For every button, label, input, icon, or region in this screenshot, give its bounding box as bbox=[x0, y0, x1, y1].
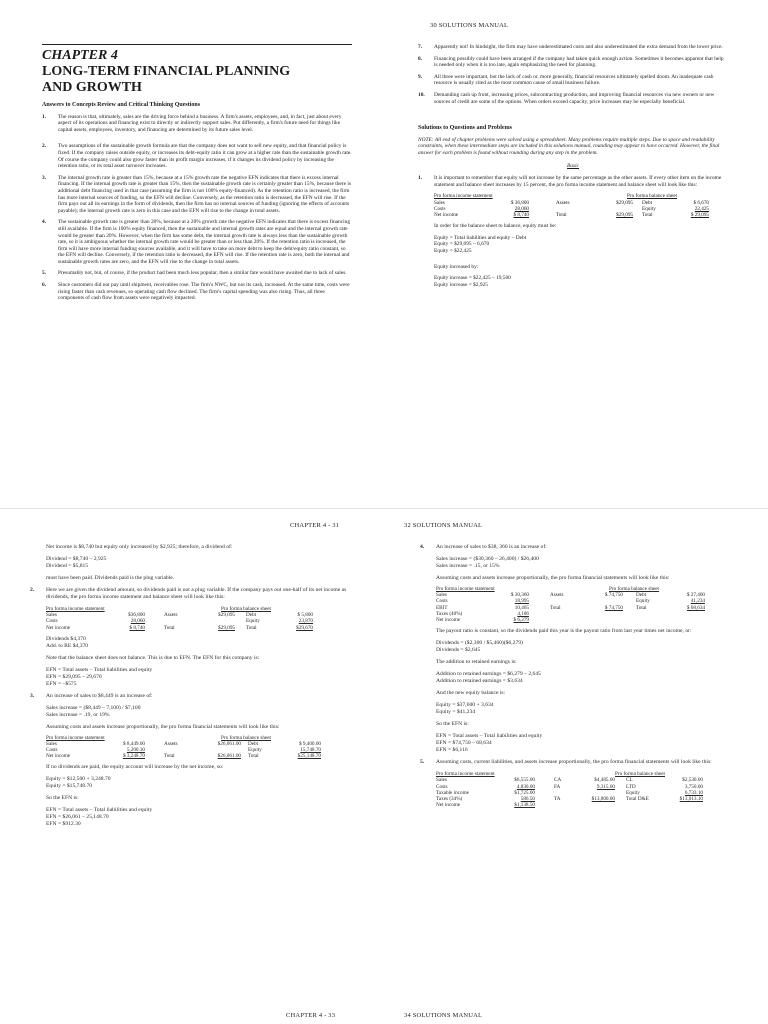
page-footer: 34 SOLUTIONS MANUAL bbox=[404, 1012, 483, 1019]
answer-item-6 bbox=[42, 282, 352, 302]
text-line: So the EFN is: bbox=[46, 794, 79, 801]
text-line: Dividends = $2,645 bbox=[436, 647, 481, 654]
problem-4 bbox=[420, 544, 756, 551]
item-number: 7. bbox=[418, 44, 423, 50]
text-line: The payout ratio is constant, so the dividends paid this year is the payout ratio from last year times net income, or: bbox=[436, 628, 692, 635]
text-line: EFN = $6,116 bbox=[436, 747, 468, 754]
item-text: Two assumptions of the sustainable growth formula are that the company does not want to sell new equity, and that financial policy is fixed. If the company raises outside equity, or increases its debt-equity ratio it can grow at a higher rate than the sustainable growth rate. Of course the company could also grow faster than its profit margin increases, if it changes its dividend policy by increasing the retention ratio, or its total asset turnover increases. bbox=[58, 143, 352, 170]
section-heading-problems: Solutions to Questions and Problems bbox=[418, 125, 512, 132]
text-line: Equity increase = $2,925 bbox=[434, 281, 488, 288]
item-text: Here we are given the dividend amount, so dividends paid is not a plug variable. If the company pays out one-half of its net income as dividends, the pro forma income statement and balance sheet will look like this: bbox=[46, 587, 347, 600]
item-text: The reason is that, ultimately, sales are the driving force behind a business. A firm's assets, employees, and, in fact, just about every aspect of its operations and financing exist to directly or indirectly support sales. Put differently, a firm's future need for things like capital assets, employees, inventory, and financing are determined by its future sales level. bbox=[58, 113, 342, 133]
text-line: Note that the balance sheet does not balance. This is due to EFN. The EFN for this company is: bbox=[46, 654, 260, 661]
text-line: EFN = –$575 bbox=[46, 680, 77, 687]
page-30 bbox=[0, 0, 768, 506]
item-text: Demanding cash up front, increasing prices, subcontracting production, and improving financial resources via new owners or new sources of credit are some of the options. When orders exceed capacity, price increases may be especially beneficial. bbox=[434, 91, 715, 105]
table-row: Costs 5,200.30 Equity 15,748.70 bbox=[46, 747, 321, 754]
table-row: Costs 4,830.00 FA 9,315.00 LTD 3,750.00 bbox=[436, 783, 703, 790]
item-text: Financing possibly could have been arranged if the company had taken quick enough action. Sometimes it becomes apparent that help is needed only when it is too late, again emphasizing the need for planning. bbox=[434, 55, 724, 69]
text-line: Net income is $8,740 but equity only increased by $2,925; therefore, a dividend of: bbox=[46, 544, 233, 550]
item-text: An increase of sales to $8,449 is an increase of: bbox=[46, 692, 153, 699]
pro-forma-table-4 bbox=[436, 586, 708, 623]
item-number: 3. bbox=[30, 692, 35, 699]
answer-item-9 bbox=[418, 74, 728, 87]
text-line: And the new equity balance is: bbox=[436, 690, 506, 697]
table-row: Taxes (40%) 4,186 bbox=[436, 610, 529, 617]
text-line: Assuming costs and assets increase proportionally, the pro forma financial statements will look like this: bbox=[46, 723, 280, 730]
text-line: EFN = Total assets – Total liabilities and equity bbox=[46, 666, 153, 673]
text-line: Equity = $37,600 + 3,634 bbox=[436, 702, 494, 709]
page-31 bbox=[0, 512, 384, 1024]
text-line: EFN = Total assets – Total liabilities and equity bbox=[436, 733, 543, 740]
table-row: Taxable income $1,725.00 Equity 6,733.10 bbox=[436, 789, 703, 796]
item-number: 3. bbox=[42, 174, 47, 181]
text-line: EFN = $29,095 – 29,670 bbox=[46, 673, 102, 680]
item-number: 10. bbox=[418, 91, 425, 98]
text-line: Assuming costs and assets increase proportionally, the pro forma financial statements will look like this: bbox=[436, 575, 670, 581]
text-line: Equity = $12,500 + 3,248.70 bbox=[46, 775, 111, 782]
item-text: An increase of sales to $38, 360 is an increase of: bbox=[436, 544, 547, 550]
item-text: Presumably not, but, of course, if the product had been much less popular, then a similar fate would have awaited due to lack of sales. bbox=[58, 270, 347, 277]
item-number: 5. bbox=[420, 759, 425, 766]
answer-item-3 bbox=[42, 175, 352, 215]
answer-item-4 bbox=[42, 219, 352, 265]
pro-forma-table-3 bbox=[46, 735, 324, 760]
text-line: Dividend = $8,740 – 2,925 bbox=[46, 556, 107, 562]
income-statement-header: Pro forma income statement bbox=[46, 734, 105, 741]
table-row: Net income $1,138.50 bbox=[436, 802, 535, 809]
item-number: 1. bbox=[42, 113, 47, 120]
text-line: EFN = $26,061 – 25,148.70 bbox=[46, 813, 109, 820]
problem-3 bbox=[30, 693, 366, 700]
chapter-title-line2: AND GROWTH bbox=[42, 80, 142, 95]
item-number: 6. bbox=[42, 282, 47, 289]
text-line: Sales increase = .19, or 19% bbox=[46, 711, 110, 718]
item-text: All three were important, but the lack of cash or, more generally, financial resources ultimately spelled doom. An inadequate cash resource is usually cited as the most common cause of small business failure. bbox=[434, 73, 714, 87]
income-statement-header: Pro forma income statement bbox=[434, 193, 493, 200]
table-row: Sales $ 8,449.00 Assets $26,061.00 Debt $ 9,400.00 bbox=[46, 741, 321, 748]
text-line: Equity = $41,234 bbox=[436, 709, 476, 716]
text-line: EFN = $912.30 bbox=[46, 820, 81, 827]
table-row: Costs 18,995 Equity 41,234 bbox=[436, 598, 705, 605]
item-number: 4. bbox=[420, 544, 425, 550]
income-statement-header: Pro forma income statement bbox=[436, 586, 495, 592]
text-line: Sales increase = .15, or 15% bbox=[436, 563, 500, 569]
balance-sheet-header: Pro forma balance sheet bbox=[221, 606, 271, 612]
item-text: Since customers did not pay until shipment, receivables rose. The firm's NWC, but not its cash, increased. At the same time, costs were rising faster than cash revenues, so operating cash flow declined. The firm's capital spending was also rising. Thus, all three components of cash flow from assets were negatively impacted. bbox=[58, 282, 350, 302]
pro-forma-table-1 bbox=[434, 193, 712, 218]
item-text: It is important to remember that equity will not increase by the same percentage as the other assets. If every other item on the income statement and balance sheet increases by 15 percent, the pro forma income statement and balance sheet will look like this: bbox=[434, 175, 722, 188]
answer-item-7 bbox=[418, 44, 728, 51]
problem-1 bbox=[418, 175, 728, 188]
income-statement-header: Pro forma income statement bbox=[436, 771, 495, 778]
balance-sheet-header: Pro forma balance sheet bbox=[615, 771, 665, 778]
text-line: In order for the balance sheet to balance, equity must be: bbox=[434, 223, 557, 230]
table-row: Costs 28,060 Equity 22,425 bbox=[434, 205, 709, 212]
answer-item-1 bbox=[42, 114, 352, 134]
table-row: Net income $ 8,740 Total $29,095 Total $ 29,095 bbox=[434, 211, 709, 218]
page-header: 30 SOLUTIONS MANUAL bbox=[430, 22, 509, 29]
table-row: Sales $6,555.00 CA $4,485.00 CL $2,530.00 bbox=[436, 777, 703, 784]
item-number: 9. bbox=[418, 73, 423, 80]
page-header: CHAPTER 4 - 31 bbox=[290, 522, 340, 529]
pro-forma-table-5 bbox=[436, 771, 706, 808]
basic-heading: Basic bbox=[567, 162, 579, 169]
problem-5 bbox=[420, 759, 756, 766]
page-header: 32 SOLUTIONS MANUAL bbox=[404, 522, 483, 529]
title-rule bbox=[42, 44, 352, 45]
text-line: Addition to retained earnings = $6,279 – 2,645 bbox=[436, 671, 541, 678]
answer-item-8 bbox=[418, 56, 728, 69]
table-row: EBIT 10,465 Total $ 74,750 Total $ 68,634 bbox=[436, 604, 705, 611]
text-line: Sales increase = ($8,449 – 7,100) / $7,100 bbox=[46, 704, 141, 711]
text-line: Equity = $29,095 – 6,670 bbox=[434, 241, 490, 248]
page-divider bbox=[0, 508, 768, 509]
answer-item-2 bbox=[42, 143, 352, 169]
text-line: Equity = Total liabilities and equity – Debt bbox=[434, 234, 527, 241]
page-31-body bbox=[30, 544, 366, 828]
table-row: Net income $ 8,740 Total $29,095 Total $29,670 bbox=[46, 624, 313, 631]
item-number: 2. bbox=[42, 143, 47, 150]
text-line: must have been paid. Dividends paid is the plug variable. bbox=[46, 575, 175, 581]
right-column bbox=[418, 44, 728, 288]
left-column bbox=[42, 44, 352, 307]
text-line: Dividend = $5,815 bbox=[46, 563, 89, 569]
item-number: 2. bbox=[30, 587, 35, 593]
table-row: Net income $ 3,248.70 Total $26,061.00 Total $25,148.70 bbox=[46, 753, 321, 760]
text-line: Equity increased by: bbox=[434, 263, 479, 270]
item-text: Assuming costs, current liabilities, and assets increase proportionally, the pro forma financial statements will look like this: bbox=[436, 759, 712, 766]
item-text: The sustainable growth rate is greater than 20%, because at a 20% growth rate the negative EFN indicates that there is excess financing still available. If the firm is 100% equity financed, then the sustainable and internal growth rates are equal and the internal growth rate would be greater than 20%. However, when the firm has some debt, the internal growth rate is always less than the sustainable growth rate, so it is ambiguous whether the internal growth rate would be greater than or less than 20%. If the retention ratio is increased, the firm will have more internal funding sources available, and it will have to take on more debt to keep the debt/equity ratio constant, so the EFN will decline. Conversely, if the retention ratio is decreased, the EFN will rise. If the retention rate is zero, both the internal and sustainable growth rates are zero, and the EFN will rise to the change in total assets. bbox=[58, 219, 351, 265]
spreadsheet-note: NOTE: All end of chapter problems were solved using a spreadsheet. Many problems require multiple steps. Due to space and readability constraints, when these intermediate steps are included in this solutions manual, rounding may appear to have occurred. However, the final answer for each problem is found without rounding during any step in the problem. bbox=[418, 136, 720, 156]
table-row: Sales $ 30,360 Assets $ 74,750 Debt $ 27,400 bbox=[436, 592, 705, 599]
chapter-title-line1: LONG-TERM FINANCIAL PLANNING bbox=[42, 64, 291, 79]
text-line: Addition to retained earnings = $3,634 bbox=[436, 678, 523, 685]
text-line: Dividends = ($2,300 / $5,460)($6,279) bbox=[436, 640, 523, 647]
table-row: Net income $ 6,279 bbox=[436, 617, 529, 624]
page-footer: CHAPTER 4 - 33 bbox=[286, 1012, 336, 1019]
item-number: 5. bbox=[42, 270, 47, 277]
item-number: 4. bbox=[42, 219, 47, 226]
balance-sheet-header: Pro forma balance sheet bbox=[221, 734, 271, 741]
pro-forma-table-2 bbox=[46, 606, 316, 631]
item-number: 1. bbox=[418, 175, 423, 182]
page-32 bbox=[384, 512, 768, 1024]
item-text: Apparently not! In hindsight, the firm may have underestimated costs and also underestimated the extra demand from the lower price. bbox=[434, 44, 723, 50]
item-text: The internal growth rate is greater than 15%, because at a 15% growth rate the negative EFN indicates that there is excess internal financing. If the internal growth rate is greater than 15%, then the sustainable growth rate is certainly greater than 15%, because there is additional debt financing used in that case (assuming the firm is not 100% equity-financed). As the retention ratio is increased, the firm has more internal sources of funding, so the EFN will decline. Conversely, as the retention ratio is decreased, the EFN will rise. If the firm pays out all its earnings in the form of dividends, then the firm has no internal sources of funding (ignoring the effects of accounts payable); the internal growth rate is zero in this case and the EFN will rise to the change in total assets. bbox=[58, 174, 351, 214]
text-line: Add. to RE $4,370 bbox=[46, 642, 89, 649]
text-line: EFN = Total assets – Total liabilities and equity bbox=[46, 806, 153, 813]
section-heading-concepts: Answers to Concepts Review and Critical Thinking Questions bbox=[42, 102, 201, 108]
text-line: Equity = $15,748.70 bbox=[46, 782, 93, 789]
text-line: Equity = $22,425 bbox=[434, 247, 472, 254]
chapter-label: CHAPTER 4 bbox=[42, 48, 118, 63]
text-line: Sales increase = ($30,360 – 26,400) / $26,400 bbox=[436, 556, 539, 562]
problem-1-statements bbox=[434, 193, 728, 288]
text-line: The addition to retained earnings is: bbox=[436, 659, 517, 666]
text-line: EFN = $74,750 – 68,634 bbox=[436, 740, 492, 747]
answer-item-10 bbox=[418, 92, 728, 105]
balance-sheet-header: Pro forma balance sheet bbox=[609, 586, 659, 592]
table-row: Taxes (34%) 586.50 TA $13,800.00 Total D&E $13,013.10 bbox=[436, 796, 703, 803]
table-row: Sales $36,800 Assets $29,095 Debt $ 5,800 bbox=[46, 612, 313, 619]
table-row: Sales $ 36,800 Assets $29,095 Debt $ 6,670 bbox=[434, 199, 709, 206]
table-row: Costs 28,060 Equity 23,870 bbox=[46, 618, 313, 625]
income-statement-header: Pro forma income statement bbox=[46, 606, 105, 612]
text-line: So the EFN is: bbox=[436, 721, 469, 728]
balance-sheet-header: Pro forma balance sheet bbox=[627, 193, 677, 200]
text-line: Dividends $4,370 bbox=[46, 635, 86, 642]
problem-2 bbox=[30, 587, 366, 601]
item-number: 8. bbox=[418, 55, 423, 62]
text-line: If no dividends are paid, the equity account will increase by the net income, so: bbox=[46, 763, 224, 770]
page-32-body bbox=[420, 544, 756, 809]
answer-item-5 bbox=[42, 270, 352, 277]
text-line: Equity increase = $22,425 – 19,500 bbox=[434, 275, 511, 282]
